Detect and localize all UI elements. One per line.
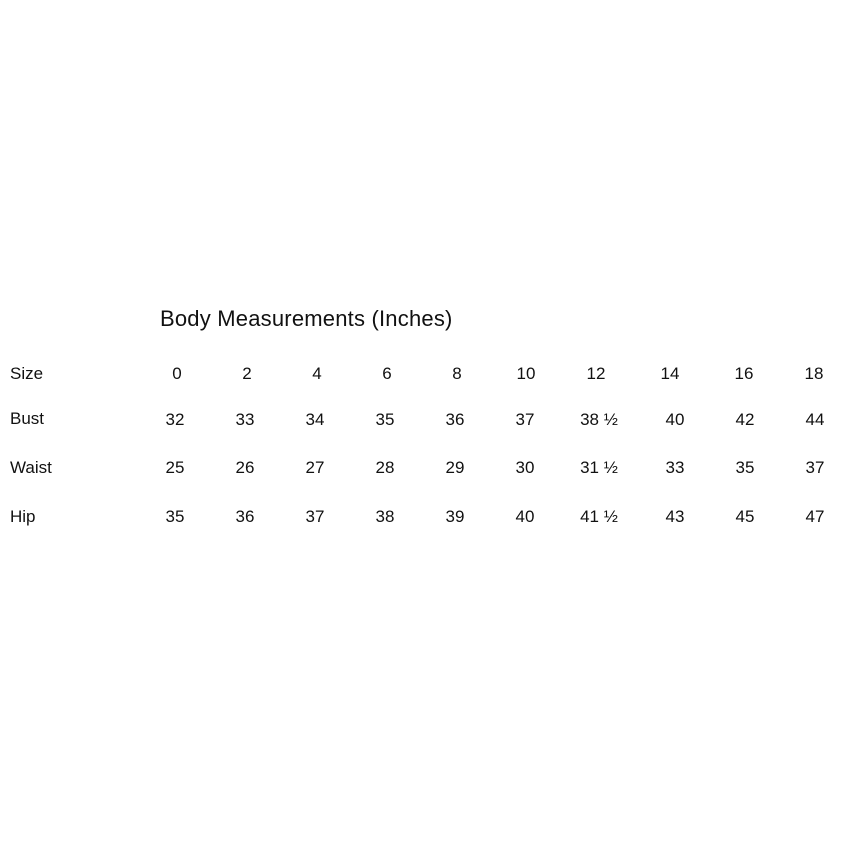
waist-cell: 25 (165, 458, 185, 477)
hip-cell: 41 ½ (580, 507, 618, 526)
waist-cell: 29 (445, 458, 465, 477)
bust-cell: 37 (515, 410, 535, 429)
hip-cell: 37 (305, 507, 325, 526)
waist-cell: 35 (735, 458, 755, 477)
waist-cell: 37 (805, 458, 825, 477)
hip-cell: 39 (445, 507, 465, 526)
bust-cell: 42 (735, 410, 755, 429)
bust-cell: 36 (445, 410, 465, 429)
waist-cell: 33 (665, 458, 685, 477)
row-label-size: Size (10, 364, 44, 383)
bust-cell: 34 (305, 410, 325, 429)
waist-cell: 30 (515, 458, 535, 477)
waist-cell: 28 (375, 458, 395, 477)
size-cell: 12 (586, 364, 606, 383)
row-label-bust: Bust (10, 409, 45, 428)
waist-cell: 26 (235, 458, 255, 477)
hip-cell: 35 (165, 507, 185, 526)
size-cell: 4 (312, 364, 322, 383)
bust-cell: 40 (665, 410, 685, 429)
hip-cell: 45 (735, 507, 755, 526)
waist-cell: 27 (305, 458, 325, 477)
waist-cell: 31 ½ (580, 458, 618, 477)
hip-cell: 40 (515, 507, 535, 526)
size-cell: 16 (734, 364, 754, 383)
size-cell: 2 (242, 364, 252, 383)
hip-cell: 43 (665, 507, 685, 526)
bust-cell: 35 (375, 410, 395, 429)
size-cell: 10 (516, 364, 536, 383)
hip-cell: 47 (805, 507, 825, 526)
bust-cell: 32 (165, 410, 185, 429)
bust-cell: 44 (805, 410, 825, 429)
hip-cell: 36 (235, 507, 255, 526)
row-label-hip: Hip (10, 507, 36, 526)
hip-cell: 38 (375, 507, 395, 526)
row-label-waist: Waist (10, 458, 52, 477)
size-cell: 18 (804, 364, 824, 383)
size-cell: 6 (382, 364, 392, 383)
table-title: Body Measurements (Inches) (160, 306, 453, 331)
bust-cell: 33 (235, 410, 255, 429)
size-cell: 14 (660, 364, 680, 383)
size-cell: 0 (172, 364, 182, 383)
bust-cell: 38 ½ (580, 410, 618, 429)
size-cell: 8 (452, 364, 462, 383)
